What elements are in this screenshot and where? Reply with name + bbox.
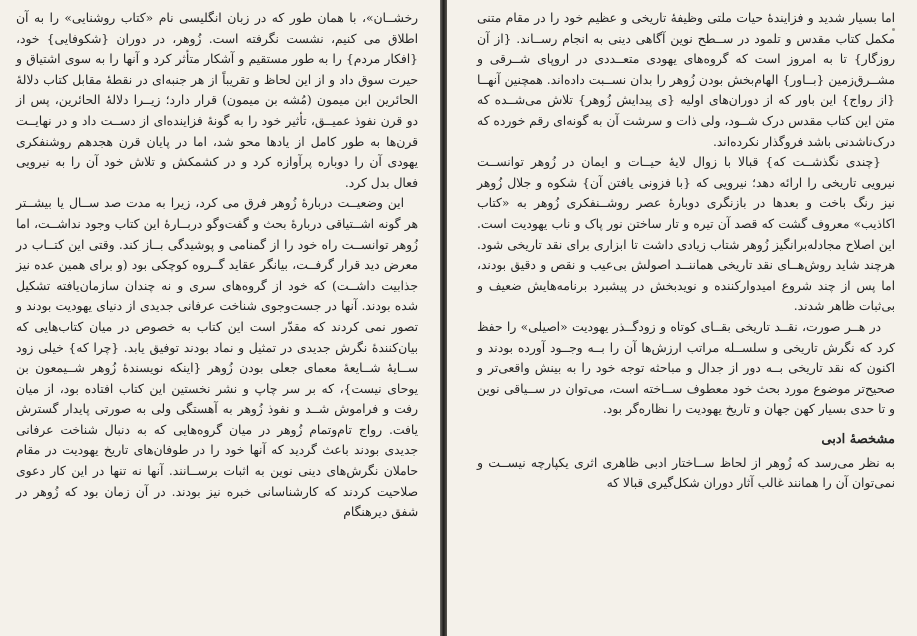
left-paragraph-2: این وضعیــت دربارهٔ زُوهر فرق می کرد، زیرا به مدت صد ســال یا بیشــتر هر گونه اشــتیاقی دربارهٔ بحث و گفت‌وگو دربــارهٔ این کتاب وجود نداشــت، اما زُوهر توانســت راه خود را از گمنامی و پوشیدگی بــاز کند. وقتی این کتــاب در معرض دید قرار گرفــت، بیانگر عقاید گــروه کوچکی بود (و برای همین عده نیز جذابیت داشــت) که خود از گروه‌های سری و نه چندان سازمان‌یافته تشکیل شده بودند. آنها در جست‌وجوی شناخت عرفانی جدیدی از دنیای یهودیت بودند و تصور نمی کردند که مقدّر است این کتاب به خصوص در میان کتاب‌هایی که بیان‌کنندهٔ نگرش جدیدی در تمثیل و نماد بودند توفیق یابد. {چرا که} خیلی زود ســایهٔ شــایعهٔ معمای جعلی بودن زُوهر {اینکه نویسندهٔ زُوهر شــیمعون بن یوحای نیست}، که بر سر چاپ و نشر نخستین این کتاب افتاده بود، از میان رفت و فراموش شــد و نفوذ زُوهر به آهستگی ولی به صورتی پایدار گسترش یافت. رواج تام‌وتمام زُوهر در میان گروه‌هایی که به دنبال شناخت عرفانی جدیدی بودند باعث گردید که آنها خود را در طوفان‌های تاریخ یهودیت در مقام حاملان نگرش‌های دینی نوین به اثبات برســانند. آنها نه تنها در این کار دعوی صلاحیت کردند که کارشناسانی خبره نیز بودند. در آن زمان بود که زُوهر در شفق دیرهنگام <box>16 196 418 520</box>
right-paragraph-3: در هــر صورت، نقــد تاریخی بقــای کوتاه و زودگــذر یهودیت «اصیلی» را حفظ کرد که نگرش تاریخی و سلســله مراتب ارزش‌ها آن را بــه وجــود آورده بودند و اکنون که نقد تاریخی بــه دور از جدال و مباحثه توجه خود را به بینش واقعی‌تر و صحیح‌تر موضوع مورد بحث خود معطوف ســاخته است، می‌توان در ســیاقی نوین و تا حدی بسیار کهن جهان و تاریخ یهودیت را نظاره‌گر بود. <box>477 319 895 417</box>
section-paragraph: به نظر می‌رسد که زُوهر از لحاظ ســاختار ادبی ظاهری اثری یکپارچه نیســت و نمی‌توان آن را همانند غالب آثار دوران شکل‌گیری قبالا که <box>477 455 895 491</box>
right-page-text <box>477 8 895 494</box>
book-gutter <box>440 0 447 636</box>
right-paragraph-2: {چندی نگذشــت که} قبالا با زوال لایهٔ حیــات و ایمان در زُوهر توانســت نیرویی تاریخی را ارائه دهد؛ نیرویی که {با فزونی یافتن آن} شکوه و جلال زُوهر نیز رنگ باخت و بعدها در بازنگری دوبارهٔ عصر روشــنفکری زُوهر به «کتاب اکاذیب» معروف گشت که قصد آن تیره و تار ساختن نور پاک و ناب یهودیت است. این اصلاح مجادله‌برانگیز زُوهر شتاب زیادی داشت تا ابزاری برای نقد تاریخی شود. هرچند شاید روش‌هــای نقد تاریخی هماننــد اصولش بی‌عیب و نقص و دقیق بودند، اما پس از چند شروع امیدوارکننده و نویدبخش در پیشبرد برنامه‌هایش ضعیف و بی‌ثبات ظاهر شدند. <box>477 155 895 314</box>
left-page-text <box>16 8 418 523</box>
page-speck <box>892 28 895 31</box>
section-heading: مشخصهٔ ادبی <box>821 431 895 447</box>
left-paragraph-1: رخشــان»، با همان طور که در زبان انگلیسی نام «کتاب روشنایی» را به آن اطلاق می کنیم، نشست نگرفته است. زُوهر، در دوران {شکوفایی} خود، {افکار مردم} را به طور مستقیم و آشکار متأثر کرد و آنها را به سوی اشتیاق و حیرت سوق داد و از این لحاظ و تقریباً از هر جنبه‌ای در نقطهٔ مقابل کتاب دلالهٔ الحائرین ابن میمون (مُشه بن میمون) قرار دارد؛ زیــرا دلالهٔ الحائرین، پس از دو قرن نفوذ عمیــق، تأثیر خود را به گونهٔ فزاینده‌ای از دســت داد و در نهایــت قرن‌ها به طور کامل از یادها محو شد، اما در پایان قرن هجدهم روشنفکری یهودی آن را دوباره پرآوازه کرد و در کشمکش و تلاش خود آن را به نیرویی فعال بدل کرد. <box>16 11 418 190</box>
left-page <box>0 0 440 636</box>
right-paragraph-1: اما بسیار شدید و فزایندهٔ حیات ملتی وظیفهٔ تاریخی و عظیم خود را در مقام متنی مکمل کتاب مقدس و تلمود در ســطح نوین آگاهی دینی به انجام رســاند. {از آن روزگار} تا به امروز است که گروه‌های یهودی متعــددی در اروپای شــرقی و مشــرق‌زمین {بــاور} الهام‌بخش بودن زُوهر را بدان نســبت داده‌اند. همچنین آنهــا {از رواج} این باور که از دوران‌های اولیه {ی پیدایش زُوهر} تلاش می‌شــده که متن این کتاب مقدس درک شــود، ولی ذات و سرشت آن به گونه‌ای رقم خورده که درک‌ناشدنی باشد فروگذار نکرده‌اند. <box>477 11 895 149</box>
right-page <box>447 0 917 636</box>
